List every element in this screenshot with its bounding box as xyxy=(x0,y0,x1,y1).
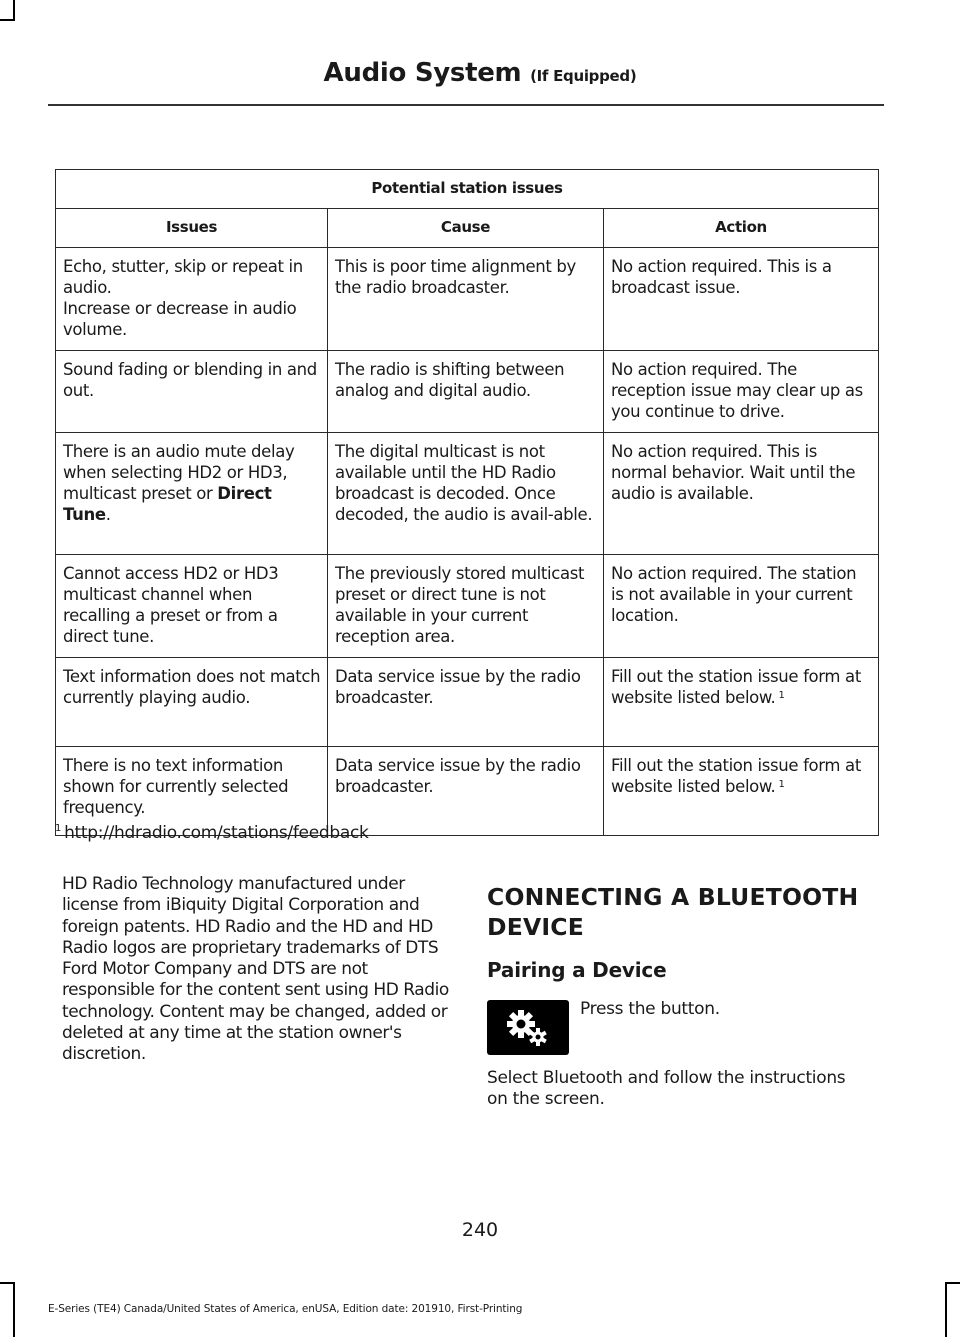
cause-cell: The digital multicast is not available until the HD Radio broadcast is decoded. Once decoded, the audio is avail-able. xyxy=(328,433,604,555)
crop-mark xyxy=(0,1282,15,1284)
gears-icon xyxy=(487,1000,569,1055)
page-header xyxy=(0,58,960,88)
hd-radio-disclaimer: HD Radio Technology manufactured under license from iBiquity Digital Corporation and foreign patents. HD Radio and the HD and HD Radio logos are proprietary trademarks of DTS Ford Motor Company and DTS are not responsible for the content sent using HD Radio technology. Content may be changed, added or deleted at any time at the station owner's discretion. xyxy=(62,874,449,1065)
issue-text: There is an audio mute delay when selecting HD2 or HD3, multicast preset or xyxy=(63,442,295,503)
table-caption: Potential station issues xyxy=(56,170,879,209)
action-text: Fill out the station issue form at website listed below. xyxy=(611,756,861,796)
cause-cell: Data service issue by the radio broadcaster. xyxy=(328,658,604,747)
crop-mark xyxy=(945,1282,960,1284)
station-issues-table xyxy=(55,169,879,836)
table-row xyxy=(56,248,879,351)
action-cell: No action required. The station is not available in your current location. xyxy=(604,555,879,658)
action-cell xyxy=(604,747,879,836)
footnote-url: http://hdradio.com/stations/feedback xyxy=(64,823,369,843)
crop-mark xyxy=(0,19,15,21)
table-row xyxy=(56,433,879,555)
direct-tune-label: Direct Tune xyxy=(63,484,272,524)
page-number: 240 xyxy=(461,1219,499,1241)
action-cell: No action required. This is a broadcast issue. xyxy=(604,248,879,351)
issue-cell: Sound fading or blending in and out. xyxy=(56,351,328,433)
edition-footer: E-Series (TE4) Canada/United States of America, enUSA, Edition date: 201910, First-Printing xyxy=(48,1303,523,1315)
settings-gears-icon xyxy=(487,1000,569,1055)
column-header-cause: Cause xyxy=(328,209,604,248)
header-subtitle: (If Equipped) xyxy=(530,67,637,85)
crop-mark xyxy=(945,1282,947,1337)
section-title: CONNECTING A BLUETOOTH DEVICE xyxy=(487,883,859,941)
table-footnote xyxy=(55,823,369,843)
issue-cell: Cannot access HD2 or HD3 multicast channel when recalling a preset or from a direct tune. xyxy=(56,555,328,658)
issue-text-suffix: . xyxy=(105,505,111,524)
action-text: Fill out the station issue form at website listed below. xyxy=(611,667,861,707)
header-rule xyxy=(48,104,884,106)
crop-mark xyxy=(13,0,15,20)
issue-line: Increase or decrease in audio volume. xyxy=(63,299,297,339)
issue-cell: There is no text information shown for currently selected frequency. xyxy=(56,747,328,836)
action-cell: No action required. This is normal behavior. Wait until the audio is available. xyxy=(604,433,879,555)
cause-cell: The radio is shifting between analog and digital audio. xyxy=(328,351,604,433)
table-caption-row xyxy=(56,170,879,209)
footnote-ref: 1 xyxy=(778,690,785,701)
issue-cell xyxy=(56,248,328,351)
bluetooth-instruction: Select Bluetooth and follow the instructions on the screen. xyxy=(487,1068,846,1110)
issue-line: Echo, stutter, skip or repeat in audio. xyxy=(63,257,303,297)
table-row xyxy=(56,555,879,658)
issue-cell xyxy=(56,433,328,555)
cause-cell: Data service issue by the radio broadcaster. xyxy=(328,747,604,836)
table-row xyxy=(56,658,879,747)
column-header-action: Action xyxy=(604,209,879,248)
subsection-title: Pairing a Device xyxy=(487,958,667,982)
crop-mark xyxy=(13,1282,15,1337)
issue-cell: Text information does not match currently playing audio. xyxy=(56,658,328,747)
footnote-ref: 1 xyxy=(778,779,785,790)
table-header-row xyxy=(56,209,879,248)
action-cell: No action required. The reception issue may clear up as you continue to drive. xyxy=(604,351,879,433)
press-button-text: Press the button. xyxy=(580,999,720,1019)
footnote-marker: 1 xyxy=(55,823,62,834)
table-row xyxy=(56,351,879,433)
action-cell xyxy=(604,658,879,747)
column-header-issues: Issues xyxy=(56,209,328,248)
cause-cell: This is poor time alignment by the radio broadcaster. xyxy=(328,248,604,351)
header-title: Audio System xyxy=(323,58,522,88)
cause-cell: The previously stored multicast preset or direct tune is not available in your current reception area. xyxy=(328,555,604,658)
